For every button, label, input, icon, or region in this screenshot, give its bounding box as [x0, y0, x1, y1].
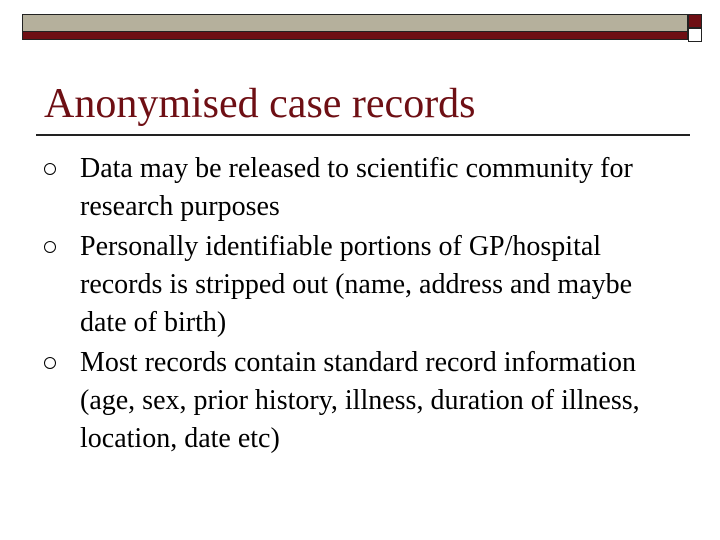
bullet-text: Personally identifiable portions of GP/hospital records is stripped out (name, address and maybe date of birth) [80, 231, 633, 338]
hollow-circle-bullet-icon [44, 357, 56, 369]
list-item [44, 344, 684, 458]
slide-title: Anonymised case records [44, 81, 476, 127]
bullet-text: Data may be released to scientific community for research purposes [80, 153, 633, 222]
bullet-list [44, 150, 684, 460]
bullet-text: Most records contain standard record information (age, sex, prior history, illness, duration of illness, location, date etc) [80, 347, 640, 454]
title-underline [36, 134, 690, 136]
corner-decoration-top [688, 14, 702, 28]
header-accent-stripe [22, 31, 688, 40]
list-item [44, 150, 684, 226]
hollow-circle-bullet-icon [44, 241, 56, 253]
hollow-circle-bullet-icon [44, 163, 56, 175]
corner-decoration-bottom [688, 28, 702, 42]
list-item [44, 228, 684, 342]
